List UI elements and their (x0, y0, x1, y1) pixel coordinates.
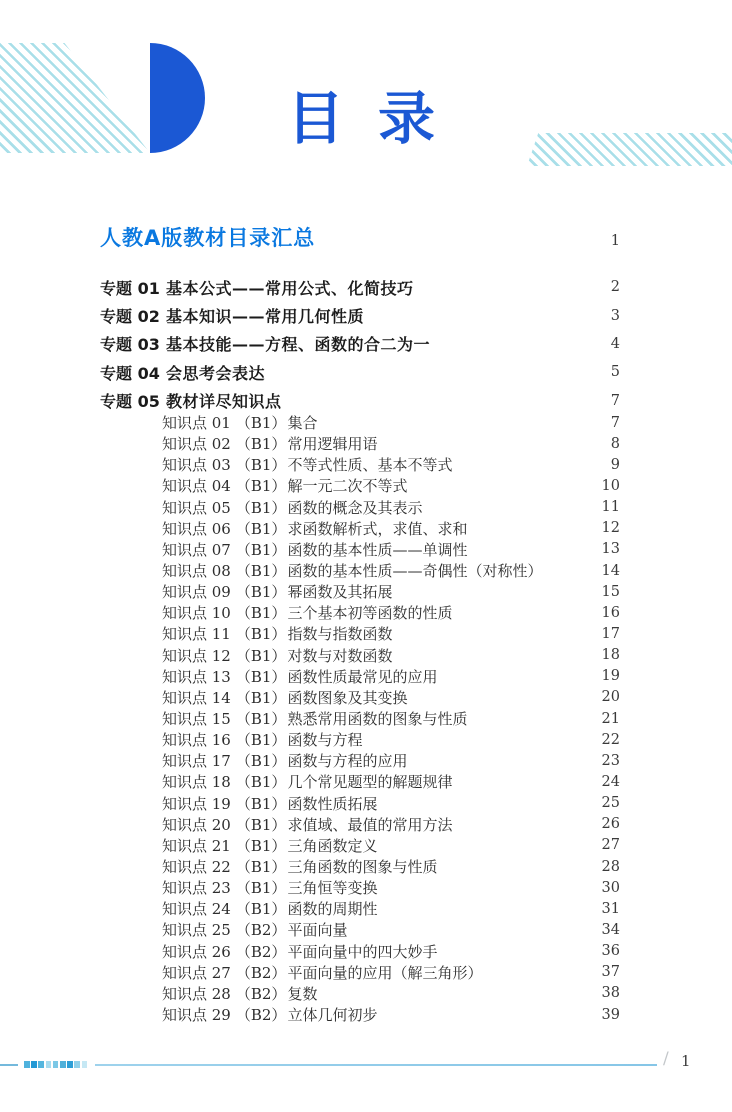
point-page-number: 34 (601, 921, 620, 938)
point-book-tag: （B1） (235, 456, 287, 475)
topic-row (100, 358, 620, 386)
point-title: 几个常见题型的解题规律 (287, 773, 453, 792)
topic-label: 专题 01 (100, 278, 160, 298)
point-title: 求函数解析式，求值、求和 (287, 519, 468, 538)
page-title: 目录 (287, 85, 469, 152)
knowledge-point-row (100, 877, 620, 898)
point-page-number: 26 (601, 816, 620, 833)
point-page-number: 31 (601, 900, 620, 917)
point-book-tag: （B1） (235, 752, 287, 771)
point-label: 知识点 25 (162, 921, 231, 940)
point-book-tag: （B2） (235, 1006, 287, 1024)
topic-page-number: 2 (610, 279, 620, 296)
knowledge-point-row (100, 708, 620, 729)
footer-square (82, 1061, 88, 1068)
knowledge-point-row (100, 750, 620, 771)
topic-page-number: 5 (610, 364, 620, 381)
footer-square (60, 1061, 66, 1068)
point-title: 对数与对数函数 (287, 646, 393, 665)
point-title: 复数 (287, 984, 318, 1003)
point-title: 集合 (287, 414, 318, 433)
point-label: 知识点 16 (162, 731, 231, 750)
point-label: 知识点 09 (162, 583, 231, 602)
point-page-number: 27 (601, 837, 620, 854)
point-title: 指数与指数函数 (287, 625, 393, 644)
point-title: 常用逻辑用语 (287, 435, 378, 454)
point-book-tag: （B1） (235, 794, 287, 813)
point-book-tag: （B1） (235, 498, 287, 517)
point-label: 知识点 14 (162, 688, 231, 707)
toc-section-header (100, 222, 620, 252)
point-book-tag: （B2） (235, 984, 287, 1003)
footer-square (24, 1061, 30, 1068)
point-label: 知识点 12 (162, 646, 231, 665)
topic-label: 专题 04 (100, 363, 160, 383)
footer-squares-decoration (24, 1061, 87, 1068)
point-page-number: 13 (601, 541, 620, 558)
point-page-number: 14 (601, 562, 620, 579)
point-label: 知识点 07 (162, 540, 231, 559)
topic-row (100, 387, 620, 415)
point-label: 知识点 10 (162, 604, 231, 623)
point-title: 函数的基本性质——单调性 (287, 540, 468, 559)
topic-label: 专题 05 (100, 392, 160, 412)
footer-page-number: 1 (681, 1052, 691, 1070)
point-title: 幂函数及其拓展 (287, 583, 393, 602)
knowledge-point-row (100, 814, 620, 835)
point-title: 求值域、最值的常用方法 (287, 815, 453, 834)
point-title: 函数与方程的应用 (287, 752, 408, 771)
point-title: 三个基本初等函数的性质 (287, 604, 453, 623)
knowledge-point-row (100, 623, 620, 644)
footer-square (31, 1061, 37, 1068)
topic-row (100, 273, 620, 301)
point-book-tag: （B1） (235, 519, 287, 538)
topic-row (100, 301, 620, 329)
point-page-number: 37 (601, 964, 620, 981)
point-book-tag: （B1） (235, 604, 287, 623)
point-label: 知识点 06 (162, 519, 231, 538)
topic-label: 专题 03 (100, 335, 160, 355)
point-title: 平面向量中的四大妙手 (287, 942, 438, 961)
knowledge-point-row (100, 1004, 620, 1025)
footer-square (38, 1061, 44, 1068)
point-label: 知识点 19 (162, 794, 231, 813)
topic-title: 会思考会表达 (166, 363, 266, 383)
point-page-number: 8 (610, 435, 620, 452)
point-book-tag: （B1） (235, 688, 287, 707)
knowledge-point-row (100, 962, 620, 983)
point-title: 函数的基本性质——奇偶性（对称性） (287, 562, 543, 581)
point-book-tag: （B1） (235, 858, 287, 877)
point-book-tag: （B2） (235, 942, 287, 961)
point-label: 知识点 05 (162, 498, 231, 517)
knowledge-point-row (100, 645, 620, 666)
point-label: 知识点 20 (162, 815, 231, 834)
footer-square (53, 1061, 59, 1068)
point-title: 函数与方程 (287, 731, 363, 750)
point-title: 解一元二次不等式 (287, 477, 408, 496)
footer-square (46, 1061, 52, 1068)
point-title: 函数性质拓展 (287, 794, 378, 813)
point-title: 不等式性质、基本不等式 (287, 456, 453, 475)
point-label: 知识点 02 (162, 435, 231, 454)
point-page-number: 19 (601, 668, 620, 685)
point-page-number: 28 (601, 858, 620, 875)
point-page-number: 22 (601, 731, 620, 748)
point-book-tag: （B1） (235, 815, 287, 834)
knowledge-point-row (100, 581, 620, 602)
knowledge-point-row (100, 539, 620, 560)
topic-title: 基本知识——常用几何性质 (166, 307, 365, 327)
point-book-tag: （B1） (235, 540, 287, 559)
point-book-tag: （B1） (235, 836, 287, 855)
point-label: 知识点 18 (162, 773, 231, 792)
point-page-number: 11 (601, 499, 620, 516)
knowledge-point-row (100, 560, 620, 581)
knowledge-point-row (100, 919, 620, 940)
point-page-number: 25 (601, 795, 620, 812)
point-label: 知识点 22 (162, 858, 231, 877)
toc-section-page-number: 1 (610, 233, 620, 249)
topic-list (100, 273, 620, 415)
topic-title: 基本公式——常用公式、化简技巧 (166, 278, 414, 298)
knowledge-point-row (100, 941, 620, 962)
point-book-tag: （B2） (235, 921, 287, 940)
point-title: 三角函数的图象与性质 (287, 858, 438, 877)
point-book-tag: （B1） (235, 414, 287, 433)
point-label: 知识点 26 (162, 942, 231, 961)
point-book-tag: （B1） (235, 625, 287, 644)
point-title: 函数的周期性 (287, 900, 378, 919)
knowledge-point-row (100, 793, 620, 814)
point-book-tag: （B1） (235, 900, 287, 919)
point-label: 知识点 27 (162, 963, 231, 982)
knowledge-point-row (100, 412, 620, 433)
point-book-tag: （B1） (235, 562, 287, 581)
knowledge-point-row (100, 729, 620, 750)
point-title: 函数的概念及其表示 (287, 498, 423, 517)
point-label: 知识点 08 (162, 562, 231, 581)
point-label: 知识点 17 (162, 752, 231, 771)
point-book-tag: （B1） (235, 435, 287, 454)
point-page-number: 38 (601, 985, 620, 1002)
topic-title: 基本技能——方程、函数的合二为一 (166, 335, 431, 355)
point-title: 三角恒等变换 (287, 879, 378, 898)
point-book-tag: （B2） (235, 963, 287, 982)
footer-square (74, 1061, 80, 1068)
point-book-tag: （B1） (235, 773, 287, 792)
knowledge-point-row (100, 898, 620, 919)
point-label: 知识点 21 (162, 836, 231, 855)
point-page-number: 24 (601, 773, 620, 790)
point-label: 知识点 23 (162, 879, 231, 898)
knowledge-point-row (100, 983, 620, 1004)
half-circle-decoration (150, 43, 205, 153)
topic-row (100, 330, 620, 358)
footer-slash: / (663, 1049, 669, 1069)
point-page-number: 21 (601, 710, 620, 727)
point-label: 知识点 01 (162, 414, 231, 433)
point-title: 三角函数定义 (287, 836, 378, 855)
point-label: 知识点 28 (162, 984, 231, 1003)
point-book-tag: （B1） (235, 646, 287, 665)
point-label: 知识点 29 (162, 1006, 231, 1024)
topic-page-number: 7 (610, 392, 620, 409)
knowledge-point-row (100, 666, 620, 687)
point-title: 平面向量的应用（解三角形） (287, 963, 483, 982)
point-book-tag: （B1） (235, 731, 287, 750)
point-page-number: 23 (601, 752, 620, 769)
knowledge-point-list (100, 412, 620, 1025)
point-page-number: 36 (601, 943, 620, 960)
point-label: 知识点 03 (162, 456, 231, 475)
knowledge-point-row (100, 454, 620, 475)
point-title: 函数图象及其变换 (287, 688, 408, 707)
knowledge-point-row (100, 835, 620, 856)
footer-left-tick (0, 1064, 18, 1066)
topic-label: 专题 02 (100, 307, 160, 327)
knowledge-point-row (100, 856, 620, 877)
knowledge-point-row (100, 518, 620, 539)
point-book-tag: （B1） (235, 583, 287, 602)
footer-rule (95, 1064, 657, 1066)
topic-page-number: 4 (610, 335, 620, 352)
knowledge-point-row (100, 497, 620, 518)
knowledge-point-row (100, 771, 620, 792)
point-title: 函数性质最常见的应用 (287, 667, 438, 686)
knowledge-point-row (100, 475, 620, 496)
knowledge-point-row (100, 687, 620, 708)
point-book-tag: （B1） (235, 477, 287, 496)
point-label: 知识点 13 (162, 667, 231, 686)
point-page-number: 20 (601, 689, 620, 706)
knowledge-point-row (100, 433, 620, 454)
point-label: 知识点 11 (162, 625, 231, 644)
point-page-number: 15 (601, 583, 620, 600)
point-label: 知识点 15 (162, 710, 231, 729)
point-page-number: 12 (601, 520, 620, 537)
point-book-tag: （B1） (235, 667, 287, 686)
point-page-number: 16 (601, 604, 620, 621)
point-book-tag: （B1） (235, 710, 287, 729)
footer-square (67, 1061, 73, 1068)
point-label: 知识点 04 (162, 477, 231, 496)
point-title: 平面向量 (287, 921, 348, 940)
point-page-number: 10 (601, 477, 620, 494)
point-page-number: 30 (601, 879, 620, 896)
knowledge-point-row (100, 602, 620, 623)
point-page-number: 9 (610, 456, 620, 473)
point-page-number: 7 (610, 414, 620, 431)
top-right-stripes-decoration (527, 133, 732, 166)
point-title: 熟悉常用函数的图象与性质 (287, 710, 468, 729)
toc-section-title: 人教A版教材目录汇总 (100, 226, 316, 250)
top-left-stripes-decoration (0, 43, 150, 153)
point-book-tag: （B1） (235, 879, 287, 898)
topic-title: 教材详尽知识点 (166, 392, 282, 412)
point-page-number: 17 (601, 625, 620, 642)
point-label: 知识点 24 (162, 900, 231, 919)
topic-page-number: 3 (610, 307, 620, 324)
point-title: 立体几何初步 (287, 1006, 378, 1024)
point-page-number: 18 (601, 647, 620, 664)
point-page-number: 39 (601, 1006, 620, 1023)
